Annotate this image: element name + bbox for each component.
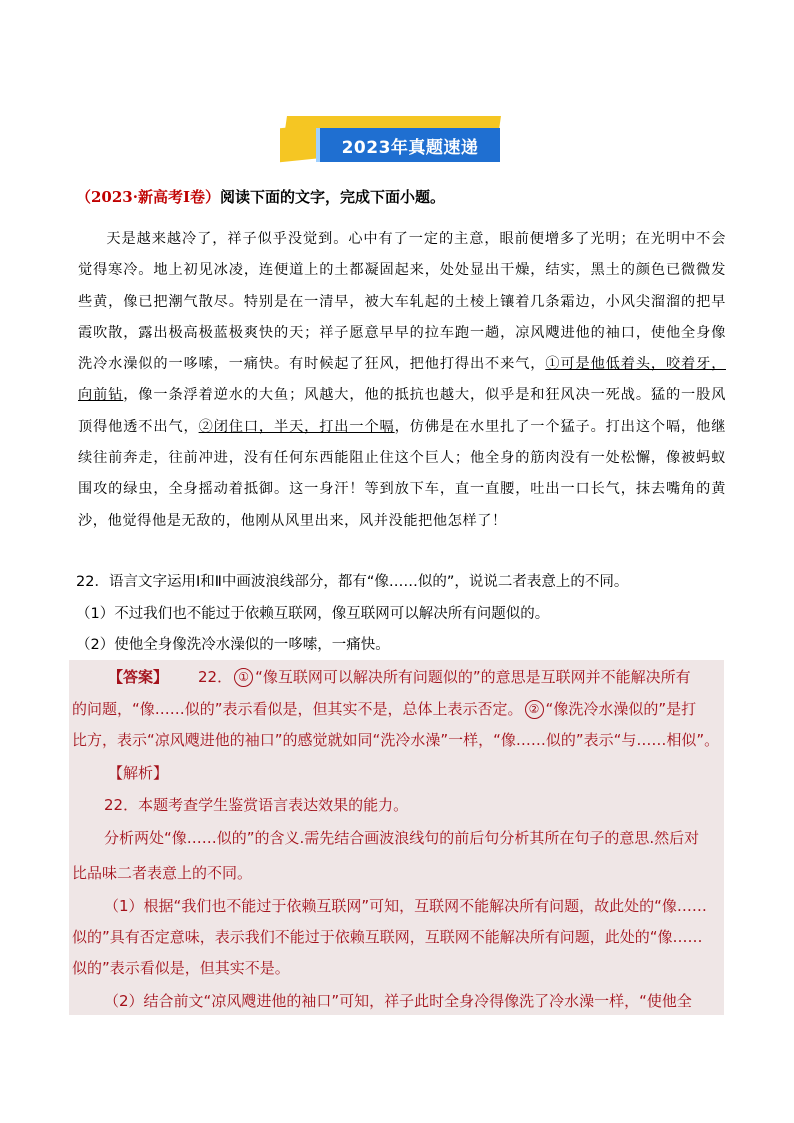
analysis-line-2: 分析两处“像……似的”的含义.需先结合画波浪线句的前后句分析其所在句子的意思.然后对 <box>104 829 700 847</box>
passage-text: ，像一条浮着逆水的大鱼；风越大，他的抵抗也越大，似乎是和狂风决一死战。猛的一股风顶得他透不出气， <box>78 387 726 435</box>
analysis-line-7: （2）结合前文“凉风飕进他的袖口”可知，祥子此时全身冷得像洗了冷水澡一样，“使他全 <box>104 992 692 1010</box>
exam-source: （2023·新高考Ⅰ卷） <box>76 188 220 206</box>
passage-text: 天是越来越冷了，祥子似乎没觉到。心中有了一定的主意，眼前便增多了光明；在光明中不会觉得寒冷。地上初见冰凌，连便道上的土都凝固起来，处处显出干燥，结实，黑土的颜色已微微发些黄，像已把潮气散尽。特别是在一清早，被大车轧起的土棱上镶着几条霜边，小风尖溜溜的把早霞吹散，露出极高极蓝极爽快的天；祥子愿意早早的拉车跑一趟，凉风飕进他的袖口，使他全身像洗冷水澡似的一哆嗦，一痛快。有时候起了狂风，把他打得出不来气， <box>78 231 726 373</box>
mark-2: ② <box>198 418 214 435</box>
underlined-text-1: 可是他低着头，咬着牙，向前钻 <box>78 356 726 404</box>
banner-title: 2023年真题速递 <box>320 128 500 162</box>
analysis-line-1: 22．本题考查学生鉴赏语言表达效果的能力。 <box>104 796 409 814</box>
passage-text: ，仿佛是在水里扎了一个猛子。打出这个嗝，他继续往前奔走，往前冲进，没有任何东西能阻止住这个巨人；他全身的筋肉没有一处松懈，像被蚂蚁围攻的绿虫，全身摇动着抵御。这一身汗！等到放下车，直一直腰，吐出一口长气，抹去嘴角的黄沙，他觉得他是无敌的，他刚从风里出来，风并没能把他怎样了！ <box>78 418 726 529</box>
mark-1: ① <box>545 356 561 373</box>
instruction-text: 阅读下面的文字，完成下面小题。 <box>220 188 446 206</box>
analysis-line-6: 似的”表示看似是，但其实不是。 <box>72 959 290 977</box>
answer-tag: 【答案】 <box>108 668 169 686</box>
question-item-2: （2）使他全身像洗冷水澡似的一哆嗦，一痛快。 <box>76 637 390 653</box>
answer-text: “像互联网可以解决所有问题似的”的意思是互联网并不能解决所有 <box>255 668 691 686</box>
underlined-text-2: 闭住口，半天，打出一个嗝 <box>213 418 395 435</box>
answer-number: 22． <box>198 668 233 686</box>
analysis-tag: 【解析】 <box>108 764 169 782</box>
underlined-sentence-2 <box>199 419 395 435</box>
section-banner <box>280 116 504 164</box>
analysis-line-4: （1）根据“我们也不能过于依赖互联网”可知，互联网不能解决所有问题，故此处的“像…… <box>104 897 707 915</box>
answer-line-2 <box>72 698 724 719</box>
circle-mark-2: ② <box>525 700 544 719</box>
circle-mark-1: ① <box>234 668 253 687</box>
question-item-1: （1）不过我们也不能过于依赖互联网，像互联网可以解决所有问题似的。 <box>76 606 550 622</box>
question-intro <box>76 186 445 207</box>
analysis-line-5: 似的”具有否定意味，表示我们不能过于依赖互联网，互联网不能解决所有问题，此处的“像…… <box>72 928 703 946</box>
answer-line-3: 比方，表示“凉风飕进他的袖口”的感觉就如同“洗冷水澡”一样，“像……似的”表示“与……相似”。 <box>72 731 720 749</box>
analysis-line-3: 比品味二者表意上的不同。 <box>72 864 253 882</box>
question-stem: 22．语言文字运用Ⅰ和Ⅱ中画波浪线部分，都有“像……似的”，说说二者表意上的不同。 <box>76 574 629 590</box>
answer-text: “像洗冷水澡似的”是打 <box>545 700 697 718</box>
answer-text: 的问题，“像……似的”表示看似是，但其实不是，总体上表示否定。 <box>72 700 523 718</box>
answer-line-1 <box>72 666 724 687</box>
reading-passage <box>78 224 726 537</box>
